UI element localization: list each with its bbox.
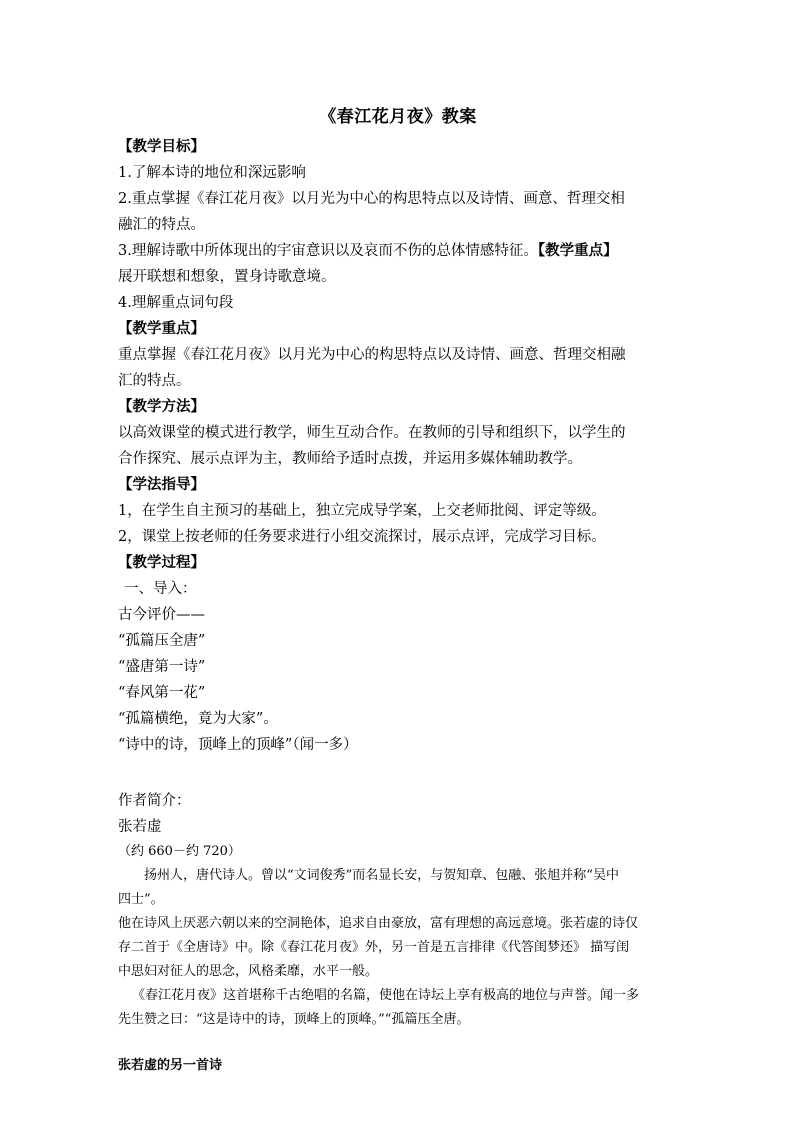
author-heading: 作者简介： bbox=[118, 793, 191, 809]
process-line-6: “孤篇横绝，竟为大家”。 bbox=[118, 711, 278, 727]
author-bio-line-7: 先生赞之曰：“这是诗中的诗，顶峰上的顶峰。”“孤篇压全唐。 bbox=[118, 1012, 470, 1027]
method-line-2: 合作探究、展示点评为主，教师给予适时点拨，并运用多媒体辅助教学。 bbox=[118, 451, 582, 467]
goal-line-2: 2.重点掌握《春江花月夜》以月光为中心的构思特点以及诗情、画意、哲理交相 bbox=[118, 191, 625, 207]
method-heading: 【教学方法】 bbox=[118, 398, 205, 415]
other-poem-heading: 张若虚的另一首诗 bbox=[118, 1058, 223, 1073]
goal-line-3: 融汇的特点。 bbox=[118, 217, 205, 233]
process-line-4: “盛唐第一诗” bbox=[118, 659, 206, 675]
process-line-2: 古今评价—— bbox=[118, 607, 205, 623]
key-line-2: 汇的特点。 bbox=[118, 373, 191, 389]
process-line-1: 一、导入： bbox=[124, 581, 197, 597]
document-title: 《春江花月夜》教案 bbox=[319, 107, 477, 127]
process-line-7: “诗中的诗，顶峰上的顶峰”（闻一多） bbox=[118, 737, 358, 753]
author-bio-line-1: 扬州人，唐代诗人。曾以“文词俊秀”而名显长安，与贺知章、包融、张旭并称“吴中 bbox=[144, 868, 619, 883]
process-heading: 【教学过程】 bbox=[118, 554, 205, 571]
author-bio-line-4: 存二首于《全唐诗》中。除《春江花月夜》外，另一首是五言排律《代答闺梦还》 描写闺 bbox=[118, 940, 630, 955]
goal-line-5: 展开联想和想象，置身诗歌意境。 bbox=[118, 269, 336, 285]
process-line-5: “春风第一花” bbox=[118, 685, 206, 701]
author-dates: （约 660－约 720） bbox=[118, 844, 241, 859]
author-name: 张若虚 bbox=[118, 819, 162, 835]
study-heading: 【学法指导】 bbox=[118, 476, 205, 493]
goal-line-1: 1.了解本诗的地位和深远影响 bbox=[118, 165, 306, 181]
goal-inline-heading: 【教学重点】 bbox=[537, 242, 618, 259]
goal-line-4-text: 3.理解诗歌中所体现出的宇宙意识以及哀而不伤的总体情感特征。 bbox=[118, 243, 538, 259]
process-line-3: “孤篇压全唐” bbox=[118, 633, 206, 649]
key-line-1: 重点掌握《春江花月夜》以月光为中心的构思特点以及诗情、画意、哲理交相融 bbox=[118, 347, 626, 363]
author-bio-line-5: 中思妇对征人的思念，风格柔靡，水平一般。 bbox=[118, 964, 379, 979]
study-line-1: 1，在学生自主预习的基础上，独立完成导学案，上交老师批阅、评定等级。 bbox=[118, 503, 606, 519]
document-page bbox=[118, 100, 678, 1078]
method-line-1: 以高效课堂的模式进行教学，师生互动合作。在教师的引导和组织下，以学生的 bbox=[118, 425, 626, 441]
goal-line-4 bbox=[118, 238, 678, 264]
spacer bbox=[118, 1032, 678, 1054]
study-line-2: 2，课堂上按老师的任务要求进行小组交流探讨，展示点评，完成学习目标。 bbox=[118, 529, 606, 545]
key-heading: 【教学重点】 bbox=[118, 320, 205, 337]
author-bio-line-3: 他在诗风上厌恶六朝以来的空洞艳体，追求自由豪放，富有理想的高远意境。张若虚的诗仅 bbox=[118, 916, 639, 931]
goals-heading: 【教学目标】 bbox=[118, 138, 205, 155]
spacer bbox=[118, 758, 678, 788]
author-bio-line-2: 四士”。 bbox=[118, 892, 164, 907]
goal-line-6: 4.理解重点词句段 bbox=[118, 295, 234, 311]
author-bio-line-6: 《春江花月夜》这首堪称千古绝唱的名篇，使他在诗坛上享有极高的地位与声誉。闻一多 bbox=[132, 988, 640, 1003]
